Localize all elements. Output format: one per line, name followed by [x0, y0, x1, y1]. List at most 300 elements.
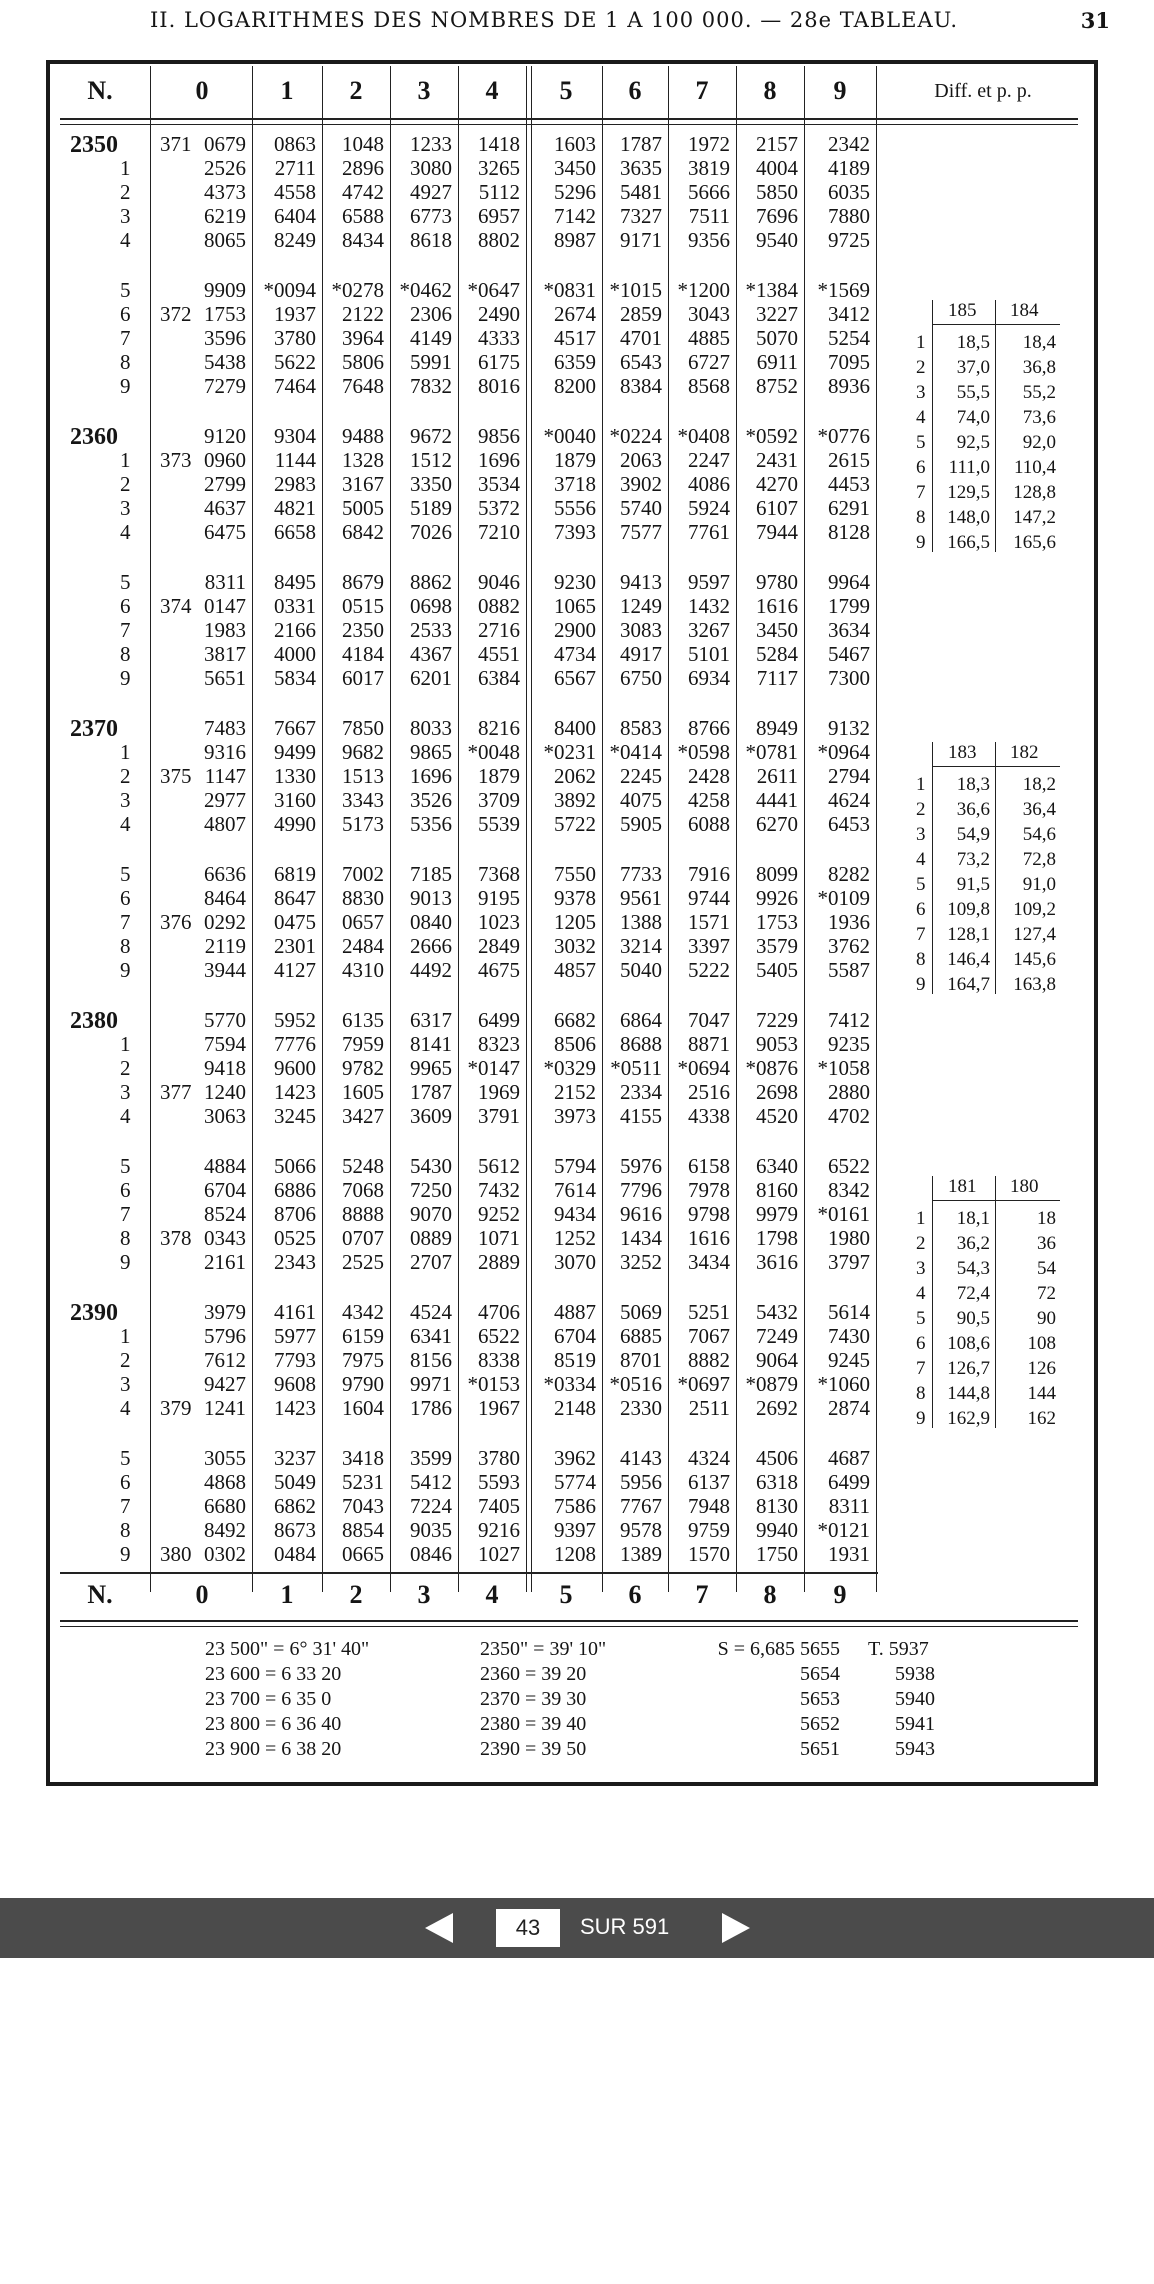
- log-cell: 1798: [756, 1226, 798, 1250]
- pp-value: 110,4: [1013, 457, 1056, 478]
- log-cell: 6522: [828, 1154, 870, 1178]
- footer-note: 23 800 = 6 36 40: [205, 1713, 342, 1735]
- log-cell: 8688: [620, 1032, 662, 1056]
- log-cell: 2533: [410, 618, 452, 642]
- log-cell: 9909: [204, 278, 246, 302]
- log-cell: 9171: [620, 228, 662, 252]
- log-cell: 2428: [688, 764, 730, 788]
- pp-value: 145,6: [1013, 949, 1056, 970]
- log-cell: 9132: [828, 716, 870, 740]
- log-cell: 1144: [274, 448, 316, 472]
- log-cell: 7594: [204, 1032, 246, 1056]
- log-cell: 7327: [620, 204, 662, 228]
- mantissa-prefix: 374: [160, 594, 192, 618]
- pp-value: 9: [916, 974, 926, 995]
- log-cell: 9418: [204, 1056, 246, 1080]
- log-cell: 3450: [756, 618, 798, 642]
- log-cell: 6499: [828, 1470, 870, 1494]
- row-number: 3: [120, 788, 131, 812]
- log-cell: 4342: [342, 1300, 384, 1324]
- row-number: 6: [120, 886, 131, 910]
- log-cell: 6219: [204, 204, 246, 228]
- table-row: [0, 132, 880, 156]
- log-cell: 5834: [274, 666, 316, 690]
- log-cell: 3343: [342, 788, 384, 812]
- log-cell: 0331: [274, 594, 316, 618]
- pp-value: 18,3: [956, 774, 990, 795]
- log-cell: 7432: [478, 1178, 520, 1202]
- pp-value: 109,8: [947, 899, 990, 920]
- pp-value: 8: [916, 949, 926, 970]
- table-row: [0, 472, 880, 496]
- pp-value: 73,6: [1022, 407, 1056, 428]
- log-cell: 2152: [554, 1080, 596, 1104]
- log-cell: 8766: [688, 716, 730, 740]
- pp-value: 7: [916, 482, 926, 503]
- log-cell: 2698: [756, 1080, 798, 1104]
- log-cell: 2674: [554, 302, 596, 326]
- column-header: 3: [417, 76, 431, 105]
- footer-note: 2360 = 39 20: [480, 1663, 587, 1685]
- log-cell: 6135: [342, 1008, 384, 1032]
- log-cell: 4517: [554, 326, 596, 350]
- pp-header: 180: [1010, 1176, 1039, 1197]
- log-cell: 5372: [478, 496, 520, 520]
- pp-value: 1: [916, 332, 926, 353]
- log-cell: 9782: [342, 1056, 384, 1080]
- log-cell: 8706: [274, 1202, 316, 1226]
- footer-note: 23 600 = 6 33 20: [205, 1663, 342, 1685]
- pp-value: 5: [916, 432, 926, 453]
- log-cell: 7229: [756, 1008, 798, 1032]
- log-cell: 9013: [410, 886, 452, 910]
- table-row: [0, 1008, 880, 1032]
- log-cell: 7614: [554, 1178, 596, 1202]
- log-cell: 2122: [342, 302, 384, 326]
- footer-note: 5940: [895, 1688, 935, 1710]
- log-cell: 6317: [410, 1008, 452, 1032]
- log-cell: 2900: [554, 618, 596, 642]
- next-page-button[interactable]: [722, 1913, 750, 1943]
- log-cell: 3055: [204, 1446, 246, 1470]
- log-cell: 3534: [478, 472, 520, 496]
- footer-note: 2370 = 39 30: [480, 1688, 587, 1710]
- log-cell: *0694: [677, 1056, 730, 1080]
- log-cell: *0831: [543, 278, 596, 302]
- log-cell: 5924: [688, 496, 730, 520]
- pp-value: 162,9: [947, 1408, 990, 1429]
- log-cell: 5430: [410, 1154, 452, 1178]
- pp-value: 72,8: [1022, 849, 1056, 870]
- log-cell: 0525: [274, 1226, 316, 1250]
- log-cell: 4520: [756, 1104, 798, 1128]
- log-cell: 7948: [688, 1494, 730, 1518]
- log-cell: 3979: [204, 1300, 246, 1324]
- log-cell: 4702: [828, 1104, 870, 1128]
- page-number-input[interactable]: [496, 1909, 560, 1947]
- table-row: [0, 1372, 880, 1396]
- log-cell: 5905: [620, 812, 662, 836]
- log-cell: 4927: [410, 180, 452, 204]
- log-cell: 4441: [756, 788, 798, 812]
- log-cell: 6499: [478, 1008, 520, 1032]
- log-cell: 1750: [756, 1542, 798, 1566]
- log-cell: 2692: [756, 1396, 798, 1420]
- pp-value: 90: [1037, 1308, 1056, 1329]
- log-cell: 8130: [756, 1494, 798, 1518]
- log-cell: 9230: [554, 570, 596, 594]
- row-number: 5: [120, 570, 131, 594]
- log-cell: 5284: [756, 642, 798, 666]
- log-cell: 5112: [478, 180, 520, 204]
- pp-value: 166,5: [947, 532, 990, 553]
- row-number: 2390: [70, 1300, 118, 1326]
- pp-value: 18: [1037, 1208, 1056, 1229]
- log-cell: 3635: [620, 156, 662, 180]
- log-cell: 2484: [342, 934, 384, 958]
- table-row: [0, 326, 880, 350]
- pp-header: 183: [948, 742, 977, 763]
- row-number: 4: [120, 520, 131, 544]
- pp-value: 6: [916, 899, 926, 920]
- log-cell: 3412: [828, 302, 870, 326]
- log-cell: 2983: [274, 472, 316, 496]
- log-cell: 6842: [342, 520, 384, 544]
- log-cell: 3964: [342, 326, 384, 350]
- mantissa-prefix: 380: [160, 1542, 192, 1566]
- log-cell: 7648: [342, 374, 384, 398]
- log-cell: 2977: [204, 788, 246, 812]
- log-cell: 7068: [342, 1178, 384, 1202]
- log-cell: 1931: [828, 1542, 870, 1566]
- column-header: 4: [485, 76, 499, 105]
- log-cell: 5412: [410, 1470, 452, 1494]
- table-row: [0, 156, 880, 180]
- log-cell: 3579: [756, 934, 798, 958]
- log-cell: 1423: [274, 1080, 316, 1104]
- log-cell: 4143: [620, 1446, 662, 1470]
- pp-value: 1: [916, 774, 926, 795]
- log-cell: 1605: [342, 1080, 384, 1104]
- pp-value: 3: [916, 1258, 926, 1279]
- log-cell: 5539: [478, 812, 520, 836]
- log-cell: 3817: [204, 642, 246, 666]
- log-cell: 2245: [620, 764, 662, 788]
- pp-value: 147,2: [1013, 507, 1056, 528]
- log-cell: 4857: [554, 958, 596, 982]
- table-row: [0, 1202, 880, 1226]
- log-cell: 1208: [554, 1542, 596, 1566]
- log-cell: 5976: [620, 1154, 662, 1178]
- log-cell: 8128: [828, 520, 870, 544]
- row-number: 2: [120, 764, 131, 788]
- log-cell: 8882: [688, 1348, 730, 1372]
- log-cell: 4807: [204, 812, 246, 836]
- row-number: 2: [120, 1348, 131, 1372]
- pp-value: 165,6: [1013, 532, 1056, 553]
- table-row: [0, 642, 880, 666]
- row-number: 2: [120, 1056, 131, 1080]
- log-cell: 3083: [620, 618, 662, 642]
- log-cell: 1240: [204, 1080, 246, 1104]
- pp-value: 18,5: [956, 332, 990, 353]
- footer-column-header: 3: [417, 1580, 431, 1609]
- log-cell: 0147: [204, 594, 246, 618]
- log-cell: 8830: [342, 886, 384, 910]
- log-cell: 5952: [274, 1008, 316, 1032]
- log-cell: 6704: [204, 1178, 246, 1202]
- log-cell: 5254: [828, 326, 870, 350]
- log-cell: 4161: [274, 1300, 316, 1324]
- log-cell: 2716: [478, 618, 520, 642]
- pp-value: 164,7: [947, 974, 990, 995]
- pp-value: 73,2: [956, 849, 990, 870]
- log-cell: 3080: [410, 156, 452, 180]
- table-row: [0, 1080, 880, 1104]
- log-cell: 0882: [478, 594, 520, 618]
- log-cell: 7249: [756, 1324, 798, 1348]
- log-cell: 0679: [204, 132, 246, 156]
- log-cell: 7067: [688, 1324, 730, 1348]
- log-cell: 4624: [828, 788, 870, 812]
- log-cell: 2119: [204, 934, 246, 958]
- log-cell: 9397: [554, 1518, 596, 1542]
- log-cell: 9064: [756, 1348, 798, 1372]
- log-cell: 9865: [410, 740, 452, 764]
- log-cell: 6862: [274, 1494, 316, 1518]
- log-cell: 7696: [756, 204, 798, 228]
- log-cell: 2490: [478, 302, 520, 326]
- log-cell: 3227: [756, 302, 798, 326]
- pp-value: 129,5: [947, 482, 990, 503]
- pp-value: 4: [916, 407, 926, 428]
- log-cell: 9725: [828, 228, 870, 252]
- log-cell: 9378: [554, 886, 596, 910]
- log-cell: 1048: [342, 132, 384, 156]
- log-cell: 2711: [274, 156, 316, 180]
- log-cell: 2794: [828, 764, 870, 788]
- log-cell: 2166: [274, 618, 316, 642]
- table-row: [0, 812, 880, 836]
- log-cell: 6704: [554, 1324, 596, 1348]
- log-cell: 3032: [554, 934, 596, 958]
- previous-page-button[interactable]: [425, 1913, 453, 1943]
- log-cell: *0109: [817, 886, 870, 910]
- row-number: 7: [120, 618, 131, 642]
- table-row: [0, 278, 880, 302]
- log-cell: 6727: [688, 350, 730, 374]
- log-cell: 6750: [620, 666, 662, 690]
- table-row: [0, 180, 880, 204]
- log-cell: 6359: [554, 350, 596, 374]
- column-header: 6: [628, 76, 642, 105]
- log-cell: 5432: [756, 1300, 798, 1324]
- footer-note: 5943: [895, 1738, 935, 1760]
- log-cell: 8701: [620, 1348, 662, 1372]
- page-header: [150, 2, 1110, 36]
- log-cell: 9499: [274, 740, 316, 764]
- footer-column-header: 5: [559, 1580, 573, 1609]
- log-cell: *0511: [610, 1056, 662, 1080]
- row-number: 2380: [70, 1008, 118, 1034]
- log-cell: 0665: [342, 1542, 384, 1566]
- log-cell: 1571: [688, 910, 730, 934]
- table-row: [0, 862, 880, 886]
- log-cell: 5806: [342, 350, 384, 374]
- log-cell: 8854: [342, 1518, 384, 1542]
- pp-value: 4: [916, 1283, 926, 1304]
- log-cell: *0879: [745, 1372, 798, 1396]
- log-cell: 5850: [756, 180, 798, 204]
- log-cell: 8282: [828, 862, 870, 886]
- log-cell: 7185: [410, 862, 452, 886]
- log-cell: 6158: [688, 1154, 730, 1178]
- log-cell: 1616: [688, 1226, 730, 1250]
- log-cell: 7944: [756, 520, 798, 544]
- pp-value: 54,3: [956, 1258, 990, 1279]
- row-number: 8: [120, 642, 131, 666]
- footer-column-header: 6: [628, 1580, 642, 1609]
- footer-column-header: 9: [833, 1580, 847, 1609]
- log-cell: 7511: [688, 204, 730, 228]
- log-cell: 2799: [204, 472, 246, 496]
- log-cell: 9798: [688, 1202, 730, 1226]
- pp-value: 5: [916, 874, 926, 895]
- log-cell: *0094: [263, 278, 316, 302]
- log-cell: 7796: [620, 1178, 662, 1202]
- table-row: [0, 958, 880, 982]
- table-row: [0, 1348, 880, 1372]
- pp-value: 3: [916, 824, 926, 845]
- log-cell: 2525: [342, 1250, 384, 1274]
- log-cell: 4687: [828, 1446, 870, 1470]
- log-cell: 1388: [620, 910, 662, 934]
- log-cell: 2350: [342, 618, 384, 642]
- log-cell: 1071: [478, 1226, 520, 1250]
- log-cell: 6588: [342, 204, 384, 228]
- log-cell: 9971: [410, 1372, 452, 1396]
- log-cell: 4258: [688, 788, 730, 812]
- mantissa-prefix: 376: [160, 910, 192, 934]
- log-cell: 3237: [274, 1446, 316, 1470]
- footer-note: 5652: [800, 1713, 840, 1735]
- log-cell: 2859: [620, 302, 662, 326]
- pp-value: 9: [916, 532, 926, 553]
- log-cell: 1753: [756, 910, 798, 934]
- pp-value: 5: [916, 1308, 926, 1329]
- pp-value: 91,0: [1022, 874, 1056, 895]
- table-row: [0, 1494, 880, 1518]
- table-row: [0, 740, 880, 764]
- mantissa-prefix: 373: [160, 448, 192, 472]
- log-cell: 4333: [478, 326, 520, 350]
- log-cell: 5593: [478, 1470, 520, 1494]
- log-cell: 6201: [410, 666, 452, 690]
- pp-value: 72: [1037, 1283, 1056, 1304]
- log-cell: 4675: [478, 958, 520, 982]
- row-number: 3: [120, 1080, 131, 1104]
- log-cell: 1879: [554, 448, 596, 472]
- log-cell: 2526: [204, 156, 246, 180]
- log-cell: *0876: [745, 1056, 798, 1080]
- log-cell: 0484: [274, 1542, 316, 1566]
- log-cell: 4149: [410, 326, 452, 350]
- log-cell: 5231: [342, 1470, 384, 1494]
- log-cell: 8524: [204, 1202, 246, 1226]
- log-cell: 4127: [274, 958, 316, 982]
- log-cell: 3350: [410, 472, 452, 496]
- pp-value: 90,5: [956, 1308, 990, 1329]
- log-cell: 6864: [620, 1008, 662, 1032]
- log-cell: 1799: [828, 594, 870, 618]
- page-number: 31: [1080, 8, 1110, 33]
- log-cell: 4000: [274, 642, 316, 666]
- log-cell: 1252: [554, 1226, 596, 1250]
- log-cell: 5405: [756, 958, 798, 982]
- log-cell: 4524: [410, 1300, 452, 1324]
- table-row: [0, 1250, 880, 1274]
- log-cell: 8249: [274, 228, 316, 252]
- pp-value: 162: [1027, 1408, 1056, 1429]
- log-cell: 7393: [554, 520, 596, 544]
- mantissa-prefix: 375: [160, 764, 192, 788]
- column-header: 2: [349, 76, 363, 105]
- log-cell: 6934: [688, 666, 730, 690]
- page-total-label: SUR 591: [580, 1914, 670, 1939]
- log-cell: 5467: [828, 642, 870, 666]
- log-cell: 8492: [204, 1518, 246, 1542]
- log-cell: 3944: [204, 958, 246, 982]
- log-cell: 3267: [688, 618, 730, 642]
- log-cell: 4367: [410, 642, 452, 666]
- log-cell: 1023: [478, 910, 520, 934]
- log-cell: 2889: [478, 1250, 520, 1274]
- log-cell: 4887: [554, 1300, 596, 1324]
- log-cell: 1936: [828, 910, 870, 934]
- proportional-parts-block: [910, 1176, 1060, 1436]
- log-cell: 0863: [274, 132, 316, 156]
- table-row: [0, 302, 880, 326]
- table-row: [0, 204, 880, 228]
- log-cell: 9759: [688, 1518, 730, 1542]
- log-cell: *0121: [817, 1518, 870, 1542]
- log-cell: 7975: [342, 1348, 384, 1372]
- log-cell: 6475: [204, 520, 246, 544]
- table-row: [0, 350, 880, 374]
- log-cell: 2611: [756, 764, 798, 788]
- table-row: [0, 886, 880, 910]
- mantissa-prefix: 372: [160, 302, 192, 326]
- log-cell: 5189: [410, 496, 452, 520]
- log-cell: 6017: [342, 666, 384, 690]
- pp-value: 1: [916, 1208, 926, 1229]
- pp-value: 36,2: [956, 1233, 990, 1254]
- log-cell: 1432: [688, 594, 730, 618]
- table-row: [0, 1226, 880, 1250]
- log-cell: 2874: [828, 1396, 870, 1420]
- pp-value: 146,4: [947, 949, 990, 970]
- log-cell: 8400: [554, 716, 596, 740]
- footer-note: 5653: [800, 1688, 840, 1710]
- row-number: 1: [120, 1324, 131, 1348]
- log-cell: 1147: [204, 764, 246, 788]
- column-header: 8: [763, 76, 777, 105]
- log-cell: 8936: [828, 374, 870, 398]
- log-cell: *0278: [331, 278, 384, 302]
- log-cell: 8434: [342, 228, 384, 252]
- footer-column-header: N.: [87, 1580, 113, 1609]
- log-cell: 6567: [554, 666, 596, 690]
